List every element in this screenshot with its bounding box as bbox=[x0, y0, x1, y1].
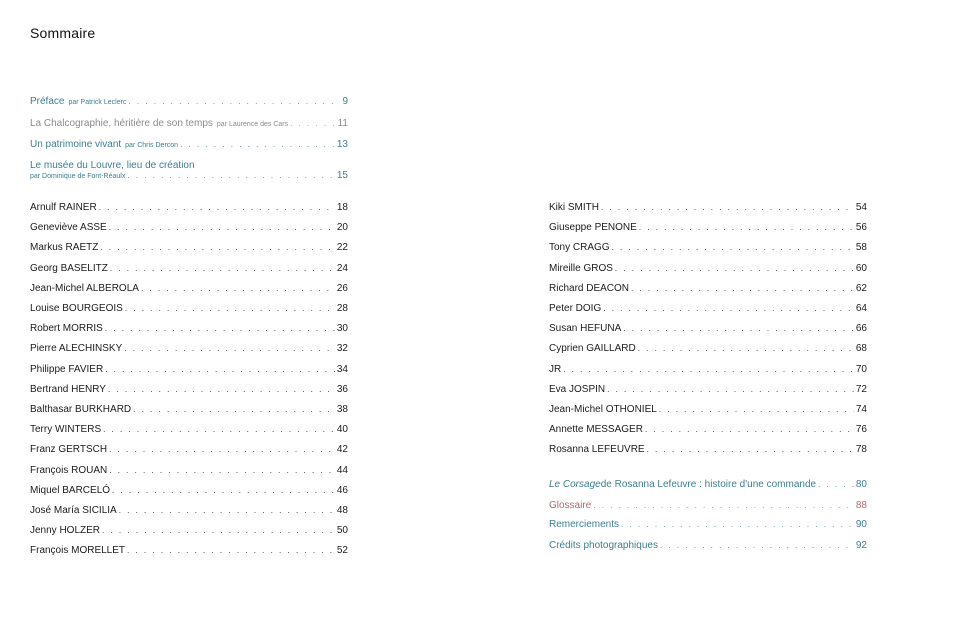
page-number: 88 bbox=[855, 500, 867, 511]
artist-name: Geneviève ASSE bbox=[30, 222, 107, 234]
dot-leader bbox=[647, 445, 854, 454]
entry-label: Glossaire bbox=[549, 500, 592, 511]
entry-author: par Dominique de Font-Réaulx bbox=[30, 173, 126, 180]
entry-label: Préface bbox=[30, 96, 65, 107]
artist-name: Jean-Michel ALBEROLA bbox=[30, 282, 139, 294]
toc-entry[interactable] bbox=[30, 222, 348, 233]
toc-entry[interactable] bbox=[30, 505, 348, 516]
dot-leader bbox=[124, 344, 335, 353]
page-number: 20 bbox=[336, 222, 348, 234]
dot-leader bbox=[593, 501, 854, 510]
dot-leader bbox=[601, 203, 854, 212]
toc-entry[interactable] bbox=[30, 465, 348, 476]
toc-entry[interactable] bbox=[549, 519, 867, 530]
dot-leader bbox=[659, 405, 854, 414]
page-number: 44 bbox=[336, 464, 348, 476]
entry-label: de Rosanna Lefeuvre : histoire d'une commande bbox=[600, 479, 817, 490]
dot-leader bbox=[105, 324, 335, 333]
dot-leader bbox=[623, 324, 854, 333]
page-number: 90 bbox=[855, 519, 867, 530]
page-number: 40 bbox=[336, 424, 348, 436]
artist-name: Philippe FAVIER bbox=[30, 363, 104, 375]
page-number: 32 bbox=[336, 343, 348, 355]
page-number: 22 bbox=[336, 242, 348, 254]
toc-entry[interactable] bbox=[30, 283, 348, 294]
dot-leader bbox=[615, 264, 854, 273]
page-number: 50 bbox=[336, 525, 348, 537]
dot-leader bbox=[110, 264, 335, 273]
dot-leader bbox=[105, 365, 335, 374]
toc-entry[interactable] bbox=[549, 283, 867, 294]
toc-entry[interactable] bbox=[30, 525, 348, 536]
page-number: 30 bbox=[336, 323, 348, 335]
artist-name: Robert MORRIS bbox=[30, 323, 103, 335]
dot-leader bbox=[607, 385, 854, 394]
dot-leader bbox=[103, 425, 335, 434]
artist-name: Tony CRAGG bbox=[549, 242, 610, 254]
artist-name: Louise BOURGEOIS bbox=[30, 303, 123, 314]
page-number: 42 bbox=[336, 444, 348, 456]
dot-leader bbox=[100, 243, 335, 252]
dot-leader bbox=[128, 97, 340, 106]
artist-name: François ROUAN bbox=[30, 464, 108, 476]
toc-entry[interactable] bbox=[30, 170, 348, 181]
entry-author: par Chris Dercon bbox=[125, 142, 179, 149]
page-number: 28 bbox=[336, 303, 348, 314]
page-number: 26 bbox=[336, 282, 348, 294]
dot-leader bbox=[290, 119, 336, 128]
toc-entry[interactable] bbox=[30, 485, 348, 496]
page-number: 80 bbox=[855, 479, 867, 490]
artist-name: Mireille GROS bbox=[549, 262, 613, 274]
toc-entry[interactable] bbox=[30, 139, 348, 150]
page-number: 48 bbox=[336, 505, 348, 516]
page-number: 9 bbox=[342, 96, 348, 107]
entry-label: Crédits photographiques bbox=[549, 540, 658, 551]
artist-name: Annette MESSAGER bbox=[549, 424, 643, 436]
page-number: 58 bbox=[855, 242, 867, 254]
artist-name: Balthasar BURKHARD bbox=[30, 404, 132, 415]
toc-entry[interactable] bbox=[549, 242, 867, 253]
toc-entry[interactable] bbox=[549, 303, 867, 314]
toc-entry[interactable] bbox=[549, 500, 867, 511]
artist-name: Jean-Michel OTHONIEL bbox=[549, 404, 657, 415]
page-number: 72 bbox=[855, 383, 867, 395]
artist-name: Eva JOSPIN bbox=[549, 383, 606, 395]
toc-entry[interactable] bbox=[549, 384, 867, 395]
toc-entry[interactable] bbox=[30, 404, 348, 415]
toc-entry[interactable] bbox=[549, 404, 867, 415]
artist-name: Cyprien GAILLARD bbox=[549, 343, 636, 355]
dot-leader bbox=[108, 385, 335, 394]
toc-entry[interactable] bbox=[549, 364, 867, 375]
toc-entry[interactable] bbox=[30, 263, 348, 274]
artist-name: Pierre ALECHINSKY bbox=[30, 343, 123, 355]
page-number: 24 bbox=[336, 262, 348, 274]
page-number: 13 bbox=[336, 139, 348, 150]
toc-entry[interactable] bbox=[549, 202, 867, 213]
dot-leader bbox=[127, 171, 335, 180]
artist-name: Susan HEFUNA bbox=[549, 323, 622, 335]
page-number: 11 bbox=[337, 118, 348, 129]
page-number: 54 bbox=[855, 202, 867, 213]
toc-entry[interactable] bbox=[30, 444, 348, 455]
dot-leader bbox=[119, 506, 335, 515]
artist-name: Bertrand HENRY bbox=[30, 383, 106, 395]
entry-label: La Chalcographie, héritière de son temps bbox=[30, 118, 213, 129]
artist-name: José María SICILIA bbox=[30, 505, 117, 516]
toc-entry[interactable] bbox=[549, 343, 867, 354]
artist-name: Miquel BARCELÓ bbox=[30, 484, 111, 496]
page-number: 64 bbox=[855, 303, 867, 314]
artist-name: François MORELLET bbox=[30, 545, 126, 557]
dot-leader bbox=[109, 223, 335, 232]
toc-entry[interactable] bbox=[30, 242, 348, 253]
toc-entry[interactable] bbox=[30, 96, 348, 107]
page-number: 56 bbox=[855, 222, 867, 234]
artist-name: Franz GERTSCH bbox=[30, 444, 108, 456]
artist-name: Giuseppe PENONE bbox=[549, 222, 637, 234]
artist-name: Peter DOIG bbox=[549, 303, 602, 314]
page-number: 36 bbox=[336, 383, 348, 395]
dot-leader bbox=[603, 304, 854, 313]
toc-entry[interactable] bbox=[549, 323, 867, 334]
toc-entry[interactable] bbox=[549, 479, 867, 490]
toc-entry[interactable] bbox=[30, 118, 348, 129]
dot-leader bbox=[818, 480, 854, 489]
dot-leader bbox=[133, 405, 335, 414]
toc-entry[interactable] bbox=[549, 424, 867, 435]
entry-label: Un patrimoine vivant bbox=[30, 139, 122, 150]
toc-entry[interactable] bbox=[30, 424, 348, 435]
dot-leader bbox=[102, 526, 335, 535]
toc-entry[interactable] bbox=[30, 303, 348, 314]
page-number: 15 bbox=[336, 170, 348, 181]
dot-leader bbox=[645, 425, 854, 434]
dot-leader bbox=[638, 344, 854, 353]
page-number: 46 bbox=[336, 484, 348, 496]
toc-entry[interactable] bbox=[30, 202, 348, 213]
page-title: Sommaire bbox=[30, 25, 96, 41]
dot-leader bbox=[112, 486, 335, 495]
dot-leader bbox=[127, 546, 335, 555]
page-number: 76 bbox=[855, 424, 867, 436]
entry-title-italic: Le Corsage bbox=[549, 479, 601, 490]
artist-name: Richard DEACON bbox=[549, 282, 630, 294]
dot-leader bbox=[180, 140, 335, 149]
entry-label: Remerciements bbox=[549, 519, 620, 530]
toc-entry[interactable] bbox=[30, 364, 348, 375]
dot-leader bbox=[621, 520, 854, 529]
dot-leader bbox=[99, 203, 335, 212]
artist-name: Rosanna LEFEUVRE bbox=[549, 444, 645, 456]
dot-leader bbox=[109, 466, 335, 475]
toc-entry[interactable] bbox=[30, 323, 348, 334]
artist-name: Arnulf RAINER bbox=[30, 202, 97, 213]
entry-author: par Patrick Leclerc bbox=[68, 99, 127, 106]
page-number: 38 bbox=[336, 404, 348, 415]
toc-entry[interactable] bbox=[30, 343, 348, 354]
dot-leader bbox=[125, 304, 335, 313]
page-number: 66 bbox=[855, 323, 867, 335]
dot-leader bbox=[660, 541, 854, 550]
page-number: 78 bbox=[855, 444, 867, 456]
page-number: 18 bbox=[336, 202, 348, 213]
dot-leader bbox=[109, 445, 335, 454]
toc-entry[interactable] bbox=[549, 444, 867, 455]
artist-name: JR bbox=[549, 363, 562, 375]
page-number: 70 bbox=[855, 363, 867, 375]
artist-name: Jenny HOLZER bbox=[30, 525, 101, 537]
toc-entry[interactable] bbox=[549, 263, 867, 274]
artist-name: Terry WINTERS bbox=[30, 424, 102, 436]
toc-entry[interactable] bbox=[30, 384, 348, 395]
entry-label: Le musée du Louvre, lieu de création bbox=[30, 160, 195, 171]
page-number: 52 bbox=[336, 545, 348, 557]
dot-leader bbox=[631, 284, 854, 293]
page-number: 92 bbox=[855, 540, 867, 551]
toc-entry[interactable] bbox=[30, 545, 348, 556]
dot-leader bbox=[639, 223, 854, 232]
dot-leader bbox=[612, 243, 854, 252]
dot-leader bbox=[141, 284, 335, 293]
toc-entry[interactable] bbox=[549, 222, 867, 233]
entry-author: par Laurence des Cars bbox=[216, 121, 289, 128]
page-number: 62 bbox=[855, 282, 867, 294]
page-number: 74 bbox=[855, 404, 867, 415]
artist-name: Markus RAETZ bbox=[30, 242, 99, 254]
artist-name: Georg BASELITZ bbox=[30, 262, 108, 274]
page-number: 34 bbox=[336, 363, 348, 375]
dot-leader bbox=[563, 365, 854, 374]
page-number: 68 bbox=[855, 343, 867, 355]
toc-entry[interactable] bbox=[549, 540, 867, 551]
page-number: 60 bbox=[855, 262, 867, 274]
artist-name: Kiki SMITH bbox=[549, 202, 599, 213]
